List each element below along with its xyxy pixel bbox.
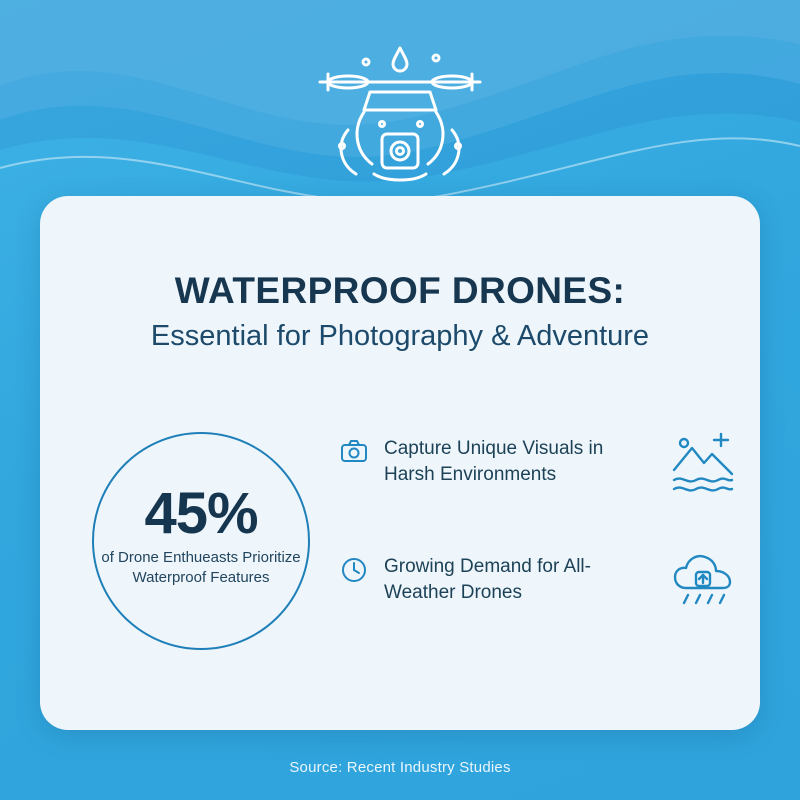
camera-icon [340, 438, 368, 466]
fact-text: Capture Unique Visuals in Harsh Environments [384, 438, 604, 485]
clock-icon [340, 556, 368, 584]
facts-list [340, 436, 736, 672]
list-item [340, 554, 736, 644]
mountain-lake-icon [670, 430, 736, 496]
stat-highlight [92, 432, 322, 662]
content-card [40, 196, 760, 730]
page-subtitle: Essential for Photography & Adventure [150, 320, 650, 352]
rain-cloud-drone-icon [670, 548, 736, 614]
source-caption: Source: Recent Industry Studies [289, 759, 511, 776]
waterproof-drone-icon [286, 34, 514, 184]
stat-value: 45% [144, 481, 258, 546]
fact-text: Growing Demand for All-Weather Drones [384, 556, 591, 603]
list-item [340, 436, 736, 526]
stat-caption: of Drone Enthueasts Prioritize Waterproof Features [101, 549, 301, 586]
page-title: WATERPROOF DRONES: [174, 270, 626, 311]
